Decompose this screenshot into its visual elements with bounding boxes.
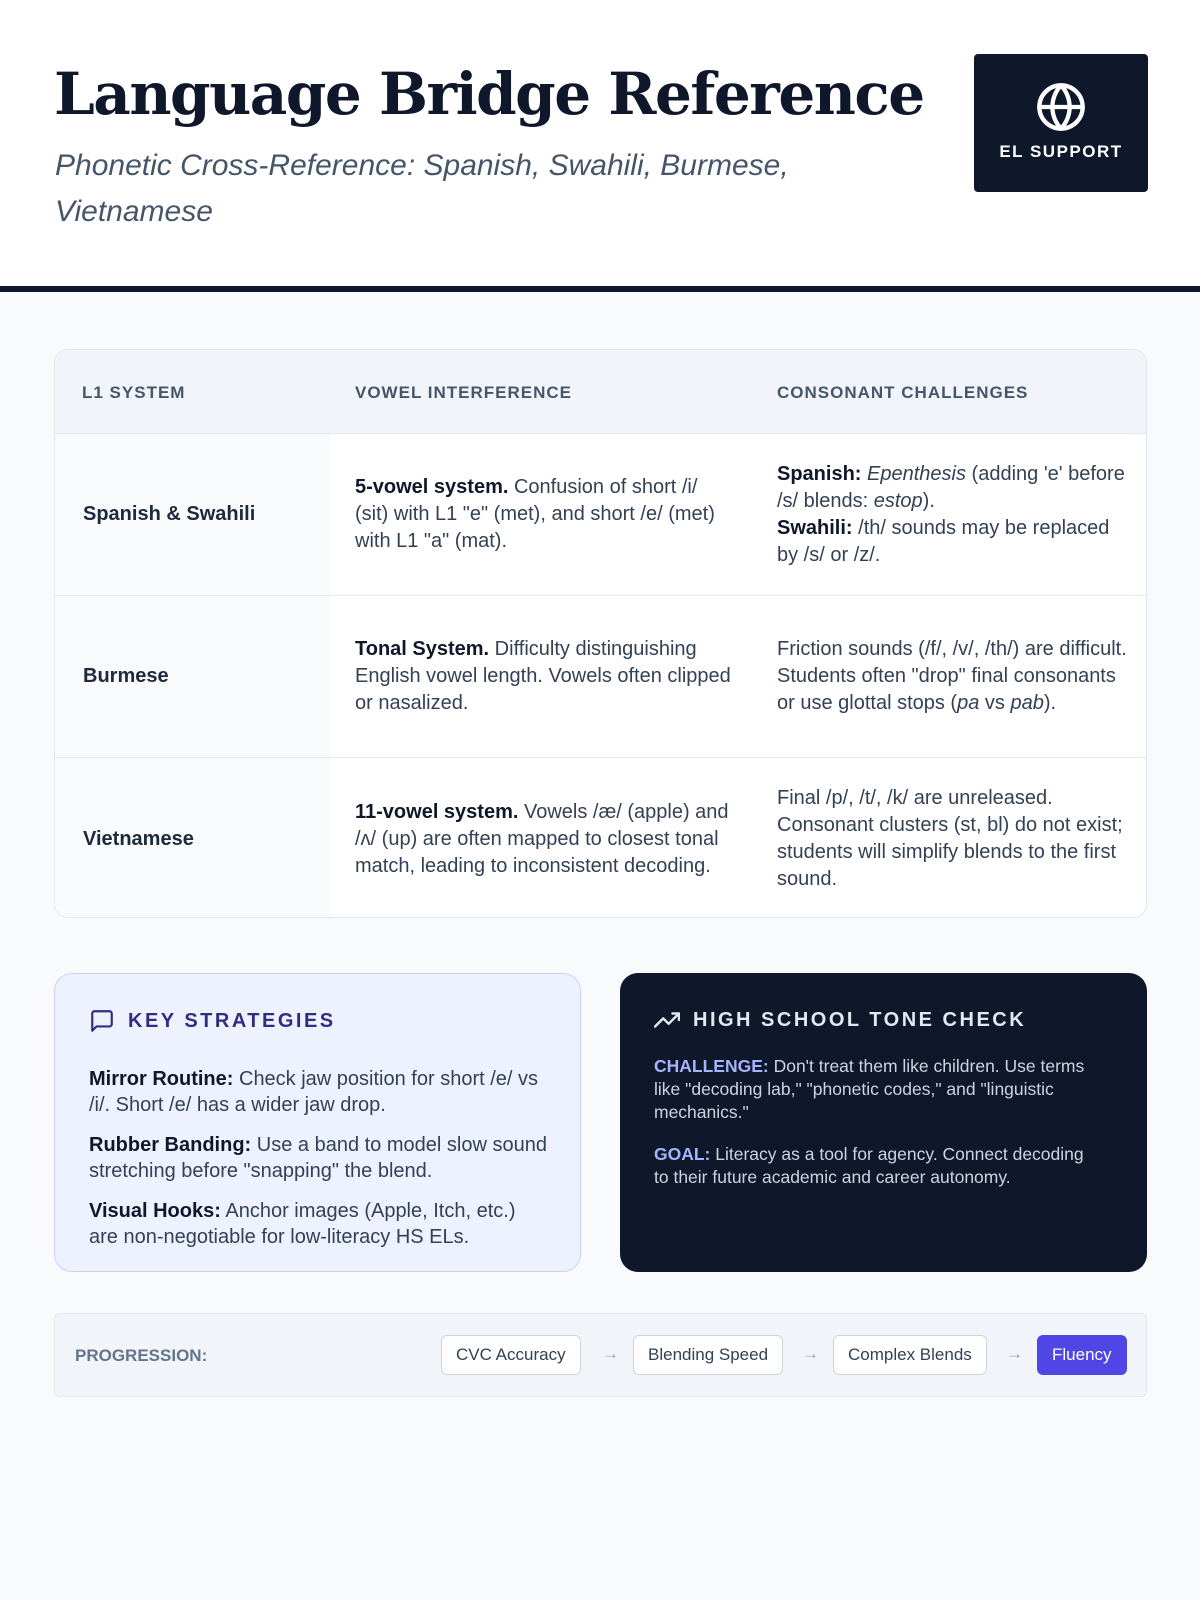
- page-header: [0, 0, 1200, 292]
- table-row: [55, 758, 1146, 918]
- vowel-text: 5-vowel system. Confusion of short /i/ (sit) with L1 "e" (met), and short /e/ (met) with L1 "a" (mat).: [355, 476, 715, 552]
- key-strategies-header: [89, 1008, 336, 1034]
- trending-up-icon: [654, 1007, 680, 1033]
- key-strategies-title: KEY STRATEGIES: [128, 1009, 336, 1032]
- table-row: [55, 596, 1146, 758]
- consonant-lead: Swahili:: [777, 516, 853, 539]
- vowel-lead: 11-vowel system.: [355, 800, 519, 823]
- vowel-lead: Tonal System.: [355, 638, 490, 660]
- vowel-interference-cell: [355, 596, 735, 757]
- vowel-text: Tonal System. Difficulty distinguishing English vowel length. Vowels often clipped or nasalized.: [355, 638, 731, 714]
- key-strategies-card: [54, 973, 581, 1272]
- consonant-lead: Spanish:: [777, 462, 862, 485]
- consonant-challenges-cell: [777, 434, 1127, 595]
- tone-check-lead: CHALLENGE:: [654, 1056, 769, 1076]
- language-table: [54, 349, 1147, 918]
- strategy-item: Rubber Banding: Use a band to model slow sound stretching before "snapping" the blend.: [89, 1134, 547, 1182]
- column-header-consonant-challenges: CONSONANT CHALLENGES: [777, 383, 1029, 402]
- column-header-l1-system: L1 SYSTEM: [82, 383, 186, 402]
- tone-check-lead: GOAL:: [654, 1144, 711, 1164]
- l1-system-cell: Vietnamese: [55, 758, 330, 918]
- vowel-interference-cell: [355, 758, 735, 918]
- table-row: [55, 434, 1146, 596]
- el-support-badge: [974, 54, 1148, 192]
- progression-step[interactable]: CVC Accuracy: [441, 1335, 581, 1375]
- strategy-lead: Rubber Banding:: [89, 1134, 252, 1156]
- consonant-challenges-cell: [777, 758, 1127, 918]
- arrow-right-icon: →: [802, 1344, 819, 1363]
- tone-check-title: HIGH SCHOOL TONE CHECK: [693, 1008, 1027, 1031]
- consonant-example: pa: [957, 692, 980, 714]
- tone-check-item: GOAL: Literacy as a tool for agency. Connect decoding to their future academic and career autonomy.: [654, 1144, 1084, 1187]
- column-header-vowel-interference: VOWEL INTERFERENCE: [355, 383, 572, 402]
- strategy-lead: Visual Hooks:: [89, 1200, 221, 1222]
- consonant-text: Final /p/, /t/, /k/ are unreleased. Consonant clusters (st, bl) do not exist; students will simplify blends to the first sound.: [777, 787, 1123, 890]
- vowel-text: 11-vowel system. Vowels /æ/ (apple) and /ʌ/ (up) are often mapped to closest tonal match, leading to inconsistent decoding.: [355, 800, 729, 877]
- strategy-item: Mirror Routine: Check jaw position for short /e/ vs /i/. Short /e/ has a wider jaw drop.: [89, 1068, 539, 1116]
- consonant-example: estop: [873, 489, 923, 512]
- consonant-text: Friction sounds (/f/, /v/, /th/) are difficult. Students often "drop" final consonants or use glottal stops (pa vs pab).: [777, 638, 1127, 714]
- progression-label: PROGRESSION:: [75, 1346, 208, 1365]
- consonant-text: Spanish: Epenthesis (adding 'e' before /s/ blends: estop). Swahili: /th/ sounds may be replaced by /s/ or /z/.: [777, 462, 1125, 566]
- page-subtitle: Phonetic Cross-Reference: Spanish, Swahili, Burmese, Vietnamese: [55, 149, 789, 228]
- tone-check-header: [654, 1007, 1026, 1033]
- strategy-lead: Mirror Routine:: [89, 1068, 234, 1090]
- arrow-right-icon: →: [602, 1344, 619, 1363]
- consonant-example: pab: [1010, 692, 1044, 714]
- arrow-right-icon: →: [1006, 1344, 1023, 1363]
- tone-check-card: [620, 973, 1147, 1272]
- chat-bubble-icon: [89, 1008, 115, 1034]
- vowel-interference-cell: [355, 434, 735, 595]
- page-title: Language Bridge Reference: [54, 60, 924, 128]
- progression-step[interactable]: Fluency: [1037, 1335, 1127, 1375]
- progression-bar: [54, 1313, 1147, 1397]
- table-header: [55, 350, 1146, 434]
- badge-label: EL SUPPORT: [999, 142, 1123, 161]
- l1-system-cell: Spanish & Swahili: [55, 434, 330, 595]
- consonant-example: Epenthesis: [867, 462, 966, 485]
- progression-step[interactable]: Blending Speed: [633, 1335, 783, 1375]
- consonant-challenges-cell: [777, 596, 1127, 757]
- strategy-item: Visual Hooks: Anchor images (Apple, Itch, etc.) are non-negotiable for low-literacy HS ELs.: [89, 1200, 516, 1248]
- vowel-lead: 5-vowel system.: [355, 476, 509, 498]
- l1-system-cell: Burmese: [55, 596, 330, 757]
- tone-check-item: CHALLENGE: Don't treat them like children. Use terms like "decoding lab," "phonetic codes," and "linguistic mechanics.": [654, 1056, 1085, 1122]
- progression-step[interactable]: Complex Blends: [833, 1335, 987, 1375]
- globe-icon: [1035, 81, 1087, 133]
